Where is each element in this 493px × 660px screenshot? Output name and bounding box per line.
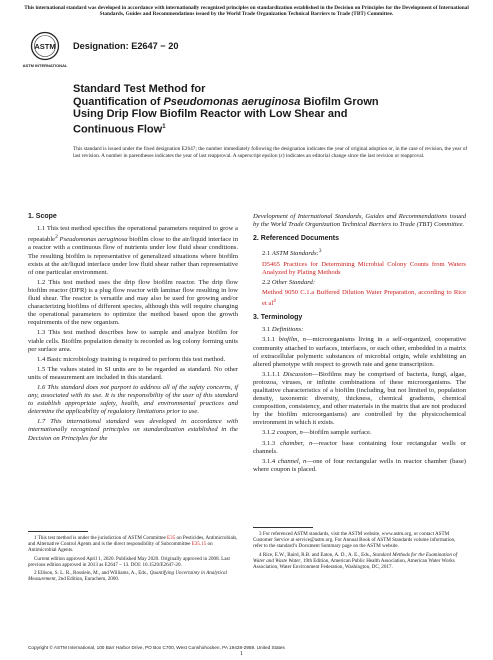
footnote-1-edition: Current edition approved April 1, 2020. Published May 2020. Originally approved in 2008. Last previous edition approved in 2013 as E2647 – 13. DOI: 10.1520/E2647-20.	[28, 555, 230, 568]
wto-notice: This international standard was developed in accordance with internationally recognized principles on standardization established in the Decision on Principles for the Development of International Standards, Guides and Recommendations issued by the World Trade Organization Technical Barriers to Trade (TBT) Committee.	[24, 5, 469, 18]
para-2-1: 2.1 ASTM Standards:$^3$	[262, 248, 322, 258]
ref-method-9050: Method 9050 C.1.a Buffered Dilution Water Preparation, according to Rice et al$^4$	[262, 288, 466, 308]
para-3-1-4: 3.1.4 channel, n—one of four rectangular wells in reactor chamber (base) where coupon is placed.	[253, 457, 467, 473]
para-1-1: 1.1 This test method specifies the operational parameters required to grow a repeatable$^2$ Pseudomonas aeruginosa biofilm close to the air/liquid interface in a reactor with a continuous flow of nutrients under low fluid shear conditions. The resulting biofilm is representative of generalized situations where biofilm exists at the air/liquid interface under low fluid shear rather than representative of one particular environment.	[28, 225, 238, 276]
para-3-1-2: 3.1.2 coupon, n—biofilm sample surface.	[262, 429, 372, 437]
method-9050-link[interactable]: Method 9050	[262, 288, 298, 296]
para-3-1-1: 3.1.1 biofilm, n—microorganisms living in a self-organized, cooperative community attached to surfaces, interfaces, or each other, embedded in a matrix of extracellular polymeric substances of microbial origin, while exhibiting an altered phenotype with respect to growth rate and gene transcription.	[253, 336, 466, 368]
left-column	[28, 213, 238, 445]
para-1-7-continued: Development of International Standards, Guides and Recommendations issued by the World Trade Organization Technical Barriers to Trade (TBT) Committee.	[253, 213, 466, 229]
para-1-4: 1.4 Basic microbiology training is required to perform this test method.	[37, 355, 226, 363]
logo-caption: ASTM INTERNATIONAL	[22, 63, 68, 68]
right-footnotes	[253, 531, 466, 572]
left-footnotes	[28, 535, 238, 584]
para-1-2: 1.2 This test method uses the drip flow biofilm reactor. The drip flow biofilm reactor (DFR) is a plug flow reactor with laminar flow resulting in low fluid shear. The reactor is versatile and may also be used for growing and/or characterizing biofilms of different species, although this will require changing the operational parameters to optimize the method based upon the growth requirements of the new organism.	[28, 278, 238, 327]
right-column	[253, 213, 466, 476]
ref-d5465	[253, 261, 466, 277]
page-number: 1	[240, 651, 243, 657]
para-2-2: 2.2 Other Standard:	[262, 278, 316, 286]
para-3-1-3: 3.1.3 chamber, n—reactor base containing four rectangular wells or channels.	[253, 439, 467, 455]
subcommittee-e35-15-link[interactable]: E35.15	[191, 541, 207, 548]
designation-note: This standard is issued under the fixed designation E2647; the number immediately following the designation indicates the year of original adoption or, in the case of revision, the year of last revision. A number in parentheses indicates the year of last reapproval. A superscript epsilon (ε) indicates an editorial change since the last revision or reapproval.	[73, 146, 468, 159]
section-heading-referenced-documents: 2. Referenced Documents	[253, 235, 339, 243]
section-heading-scope: 1. Scope	[28, 213, 57, 220]
footnote-divider	[28, 531, 88, 532]
para-3-1: 3.1 Definitions:	[262, 326, 304, 334]
footnote-3: 3 For referenced ASTM standards, visit the ASTM website, www.astm.org, or contact ASTM Customer Service at service@astm.org. For Annual Book of ASTM Standards volume information, refer to the standard’s Document Summary page on the ASTM website.	[253, 531, 456, 550]
footnote-4: 4 Rice, E.W., Baird, R.B. and Eaton, A. D., A. E., Eds., Standard Methods for the Examination of Water and Waste Water, 19th Edition, American Public Health Association, American Water Works Association, Water Environment Federation, Washington, DC, 2017.	[253, 551, 458, 571]
page-title: Standard Test Method for Quantification of Pseudomonas aeruginosa Biofilm Grown Using Drip Flow Biofilm Reactor with Low Shear and Continuous Flow$^1$	[73, 83, 379, 136]
para-1-7: 1.7 This international standard was developed in accordance with internationally recognized principles on standardization established in the Decision on Principles for the	[28, 418, 238, 442]
footnote-divider-right	[253, 527, 313, 528]
para-1-3: 1.3 This test method describes how to sample and analyze biofilm for viable cells. Biofilm population density is recorded as log colony forming units per surface area.	[28, 329, 238, 353]
committee-e35-link[interactable]: E35	[167, 535, 176, 541]
svg-text:ASTM: ASTM	[34, 42, 56, 51]
footnote-2: 2 Ellison, S. L. R., Rosslein, M., and Williams, A., Eds., Quantifying Uncertainty in Analytical Measurement, 2nd Edition, Eurachem, 2000.	[28, 570, 228, 583]
astm-logo-icon	[22, 31, 68, 73]
designation: Designation: E2647 − 20	[73, 41, 179, 51]
copyright-footer: Copyright © ASTM International, 100 Barr Harbor Drive, PO Box C700, West Conshohocken, PA 19428-2959. United States	[28, 645, 285, 650]
footnote-1: 1 This test method is under the jurisdiction of ASTM Committee E35 on Pesticides, Antimicrobials, and Alternative Control Agents and is the direct responsibility of Subcommittee E35.15 on Antimicrobial Agents.	[28, 535, 238, 554]
para-1-6: 1.6 This standard does not purport to address all of the safety concerns, if any, associated with its use. It is the responsibility of the user of this standard to establish appropriate safety, health, and environmental practices and determine the applicability of regulatory limitations prior to use.	[28, 383, 238, 416]
para-3-1-1-1: 3.1.1.1 Discussion—Biofilms may be comprised of bacteria, fungi, algae, protozoa, viruses, or infinite combinations of these microorganisms. The qualitative characteristics of a biofilm (including, but not limited to, population density, taxonomic diversity, thickness, chemical gradients, chemical composition, consistency, and other materials in the matrix that are not produced by the biofilm microorganisms) are controlled by the physicochemical environment in which it exists.	[253, 370, 466, 427]
para-1-5: 1.5 The values stated in SI units are to be regarded as standard. No other units of measurement are included in this standard.	[28, 365, 238, 381]
section-heading-terminology: 3. Terminology	[253, 314, 303, 322]
d5465-link[interactable]: D5465	[262, 260, 280, 268]
d5465-title-link[interactable]: Practices for Determining Microbial Colony Counts from Waters Analyzed by Plating Methods	[262, 260, 466, 276]
